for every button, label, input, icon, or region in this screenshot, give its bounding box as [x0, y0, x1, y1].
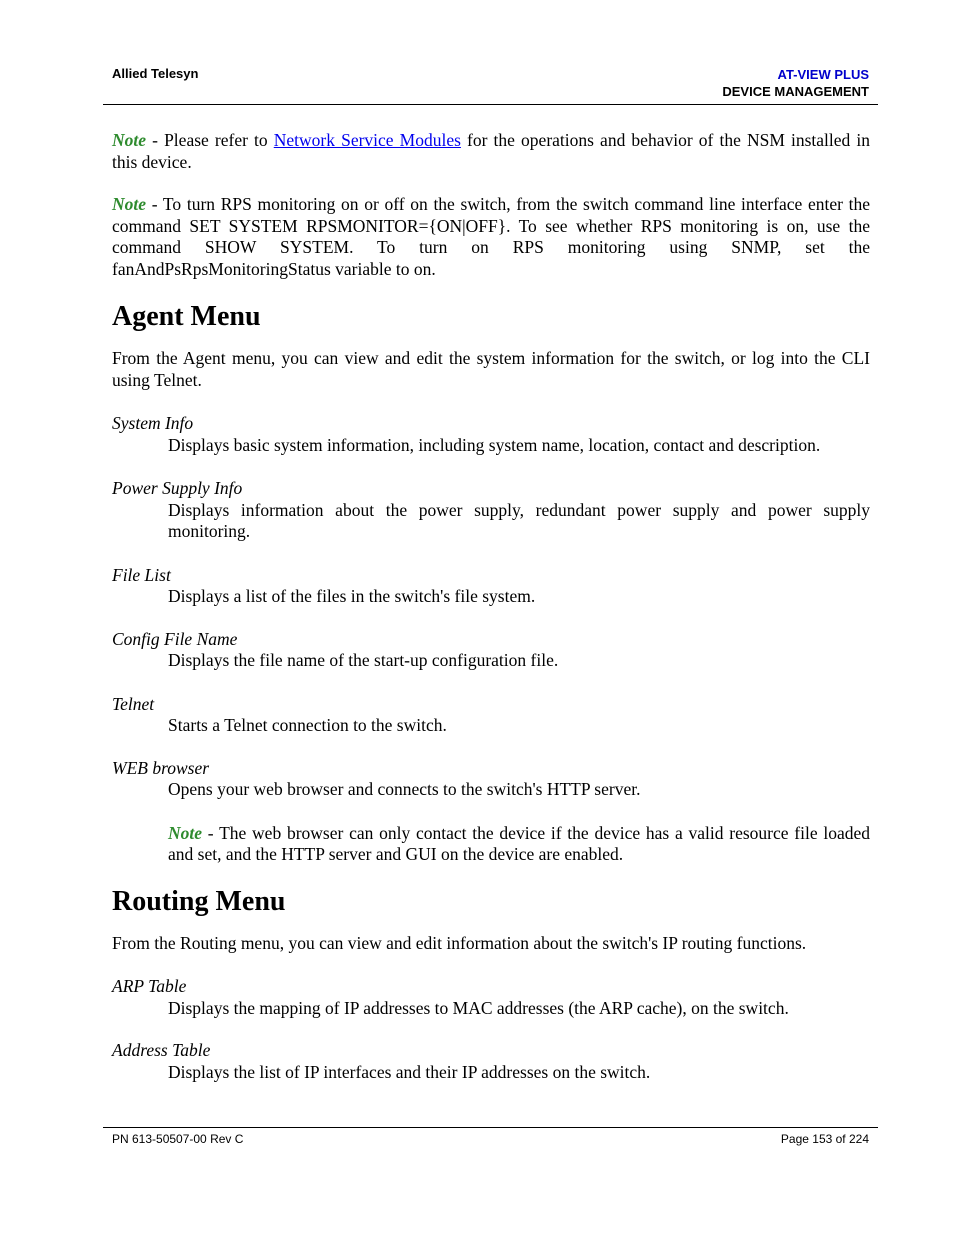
network-service-modules-link[interactable]: Network Service Modules: [273, 130, 461, 150]
term-address-table: Address Table: [112, 1040, 211, 1060]
note-web-browser: [168, 823, 870, 866]
footer-part-number: PN 613-50507-00 Rev C: [112, 1132, 244, 1146]
note-nsm: [112, 130, 870, 173]
header-product: AT-VIEW PLUS: [777, 67, 869, 82]
header-section: DEVICE MANAGEMENT: [722, 84, 869, 99]
term-system-info: System Info: [112, 413, 194, 433]
desc-web-browser: Opens your web browser and connects to the switch's HTTP server.: [168, 779, 641, 799]
term-config-file-name: Config File Name: [112, 628, 238, 649]
header-right: [722, 66, 869, 100]
desc-power-supply-info: Displays information about the power supply, redundant power supply and power supply monitoring.: [168, 499, 870, 541]
term-web-browser: WEB browser: [112, 757, 210, 778]
term-file-list: File List: [112, 564, 171, 585]
desc-arp-table: Displays the mapping of IP addresses to MAC addresses (the ARP cache), on the switch.: [168, 997, 789, 1018]
desc-telnet: Starts a Telnet connection to the switch.: [168, 715, 447, 735]
term-arp-table: ARP Table: [112, 976, 187, 996]
note-label: Note: [112, 130, 147, 150]
note-label: Note: [168, 822, 203, 843]
note-text: - To turn RPS monitoring on or off on the switch, from the switch command line interface enter the command SET SYSTEM RPSMONITOR={ON|OFF}. To see whether RPS monitoring is on, use the command SHOW SYSTEM. To turn on RPS monitoring using SNMP, set the fanAndPsRpsMonitoringStatus variable to on.: [112, 194, 870, 279]
routing-menu-heading: Routing Menu: [112, 885, 286, 917]
term-power-supply-info: Power Supply Info: [112, 478, 243, 498]
header-divider: [103, 104, 878, 105]
desc-system-info: Displays basic system information, including system name, location, contact and description.: [168, 434, 821, 455]
note-rps: [112, 194, 870, 280]
desc-file-list: Displays a list of the files in the switch's file system.: [168, 586, 536, 606]
page-content: [112, 130, 870, 1083]
desc-address-table: Displays the list of IP interfaces and their IP addresses on the switch.: [168, 1061, 651, 1082]
agent-menu-heading: Agent Menu: [112, 301, 261, 332]
footer-divider: [103, 1127, 878, 1128]
note-text-post: for the operations and behavior of the NSM installed in this device.: [112, 130, 870, 172]
routing-menu-intro: From the Routing menu, you can view and edit information about the switch's IP routing functions.: [112, 932, 807, 953]
agent-menu-intro: From the Agent menu, you can view and edit the system information for the switch, or log into the CLI using Telnet.: [112, 348, 870, 390]
header-company: Allied Telesyn: [112, 66, 199, 81]
term-telnet: Telnet: [112, 693, 155, 714]
desc-config-file-name: Displays the file name of the start-up configuration file.: [168, 650, 559, 670]
note-text: - The web browser can only contact the device if the device has a valid resource file loaded and set, and the HTTP server and GUI on the device are enabled.: [168, 822, 870, 864]
footer-page-number: Page 153 of 224: [780, 1132, 869, 1146]
note-label: Note: [112, 194, 147, 214]
note-text-pre: - Please refer to: [146, 130, 274, 150]
